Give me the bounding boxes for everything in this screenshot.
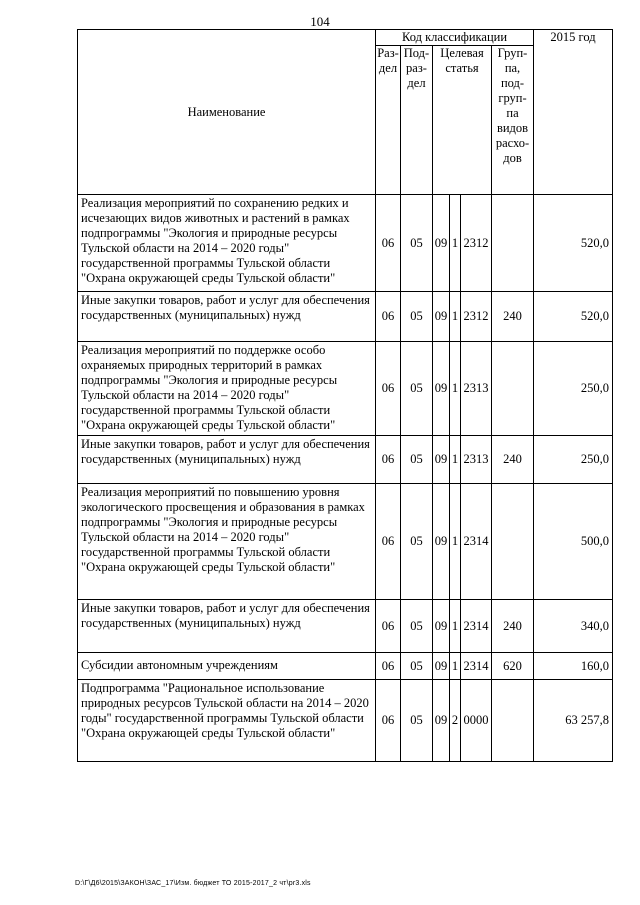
row-cs1: 09 <box>433 653 450 680</box>
row-cs1: 09 <box>433 600 450 653</box>
row-podrazdel: 05 <box>401 680 433 762</box>
row-cs2: 1 <box>450 653 461 680</box>
row-razdel: 06 <box>376 680 401 762</box>
row-name: Иные закупки товаров, работ и услуг для обеспечения государственных (муниципальных) нужд <box>78 600 376 653</box>
row-razdel: 06 <box>376 600 401 653</box>
row-amount: 250,0 <box>534 342 613 436</box>
row-cs3: 2313 <box>461 342 492 436</box>
row-razdel: 06 <box>376 342 401 436</box>
row-podrazdel: 05 <box>401 195 433 292</box>
row-cs3: 2312 <box>461 195 492 292</box>
row-cs3: 2314 <box>461 600 492 653</box>
row-vid: 240 <box>492 600 534 653</box>
row-name: Реализация мероприятий по сохранению редких и исчезающих видов животных и растений в рамках подпрограммы "Экология и природные ресурсы Тульской области на 2014 – 2020 годы" государственной программы Тульской области "Охрана окружающей среды Тульской области" <box>78 195 376 292</box>
row-amount: 500,0 <box>534 484 613 600</box>
row-name: Подпрограмма "Рациональное использование природных ресурсов Тульской области на 2014 – 2020 годы" государственной программы Тульской области "Охрана окружающей среды Тульской области" <box>78 680 376 762</box>
row-cs3: 2314 <box>461 484 492 600</box>
row-cs3: 2313 <box>461 436 492 484</box>
row-razdel: 06 <box>376 653 401 680</box>
row-cs1: 09 <box>433 342 450 436</box>
row-podrazdel: 05 <box>401 292 433 342</box>
row-name: Иные закупки товаров, работ и услуг для обеспечения государственных (муниципальных) нужд <box>78 292 376 342</box>
header-code-group: Код классификации <box>376 30 534 46</box>
row-cs2: 1 <box>450 436 461 484</box>
row-cs2: 1 <box>450 600 461 653</box>
header-target: Целевая статья <box>433 46 492 195</box>
header-subsection: Под- раз- дел <box>401 46 433 195</box>
header-section: Раз- дел <box>376 46 401 195</box>
table-row <box>78 292 613 342</box>
row-name: Субсидии автономным учреждениям <box>78 653 376 680</box>
row-vid: 240 <box>492 292 534 342</box>
row-vid <box>492 342 534 436</box>
row-vid <box>492 195 534 292</box>
header-year: 2015 год <box>534 30 613 195</box>
row-cs3: 0000 <box>461 680 492 762</box>
table-row <box>78 600 613 653</box>
budget-table <box>77 29 613 762</box>
row-cs3: 2314 <box>461 653 492 680</box>
row-cs2: 1 <box>450 484 461 600</box>
row-cs1: 09 <box>433 484 450 600</box>
row-podrazdel: 05 <box>401 484 433 600</box>
row-cs2: 1 <box>450 292 461 342</box>
row-amount: 520,0 <box>534 195 613 292</box>
table-body <box>78 195 613 762</box>
row-amount: 250,0 <box>534 436 613 484</box>
row-razdel: 06 <box>376 436 401 484</box>
row-razdel: 06 <box>376 292 401 342</box>
row-cs2: 1 <box>450 342 461 436</box>
page-number: 104 <box>310 14 330 29</box>
table-row <box>78 680 613 762</box>
row-razdel: 06 <box>376 484 401 600</box>
row-name: Реализация мероприятий по поддержке особо охраняемых природных территорий в рамках подпрограммы "Экология и природные ресурсы Тульской области на 2014 – 2020 годы" государственной программы Тульской области "Охрана окружающей среды Тульской области" <box>78 342 376 436</box>
row-cs1: 09 <box>433 436 450 484</box>
table-row <box>78 342 613 436</box>
table-row <box>78 484 613 600</box>
row-cs3: 2312 <box>461 292 492 342</box>
row-cs2: 2 <box>450 680 461 762</box>
header-group: Груп- па, под- груп- па видов расхо- дов <box>492 46 534 195</box>
row-podrazdel: 05 <box>401 600 433 653</box>
row-vid <box>492 484 534 600</box>
row-cs2: 1 <box>450 195 461 292</box>
row-amount: 340,0 <box>534 600 613 653</box>
row-cs1: 09 <box>433 292 450 342</box>
row-amount: 63 257,8 <box>534 680 613 762</box>
row-podrazdel: 05 <box>401 342 433 436</box>
header-name: Наименование <box>78 30 376 195</box>
row-vid: 620 <box>492 653 534 680</box>
row-amount: 160,0 <box>534 653 613 680</box>
row-razdel: 06 <box>376 195 401 292</box>
row-vid: 240 <box>492 436 534 484</box>
table-header <box>78 30 613 195</box>
table-row <box>78 653 613 680</box>
row-name: Реализация мероприятий по повышению уровня экологического просвещения и образования в рамках подпрограммы "Экология и природные ресурсы Тульской области на 2014 – 2020 годы" государственной программы Тульской области "Охрана окружающей среды Тульской области" <box>78 484 376 600</box>
row-cs1: 09 <box>433 680 450 762</box>
row-cs1: 09 <box>433 195 450 292</box>
row-name: Иные закупки товаров, работ и услуг для обеспечения государственных (муниципальных) нужд <box>78 436 376 484</box>
row-podrazdel: 05 <box>401 436 433 484</box>
table-row <box>78 195 613 292</box>
file-path-footer: D:\Г\Д6\2015\ЗАКОН\ЗАС_17\Изм. бюджет ТО 2015-2017_2 чт\pr3.xls <box>75 880 311 887</box>
row-podrazdel: 05 <box>401 653 433 680</box>
row-amount: 520,0 <box>534 292 613 342</box>
table-row <box>78 436 613 484</box>
row-vid <box>492 680 534 762</box>
